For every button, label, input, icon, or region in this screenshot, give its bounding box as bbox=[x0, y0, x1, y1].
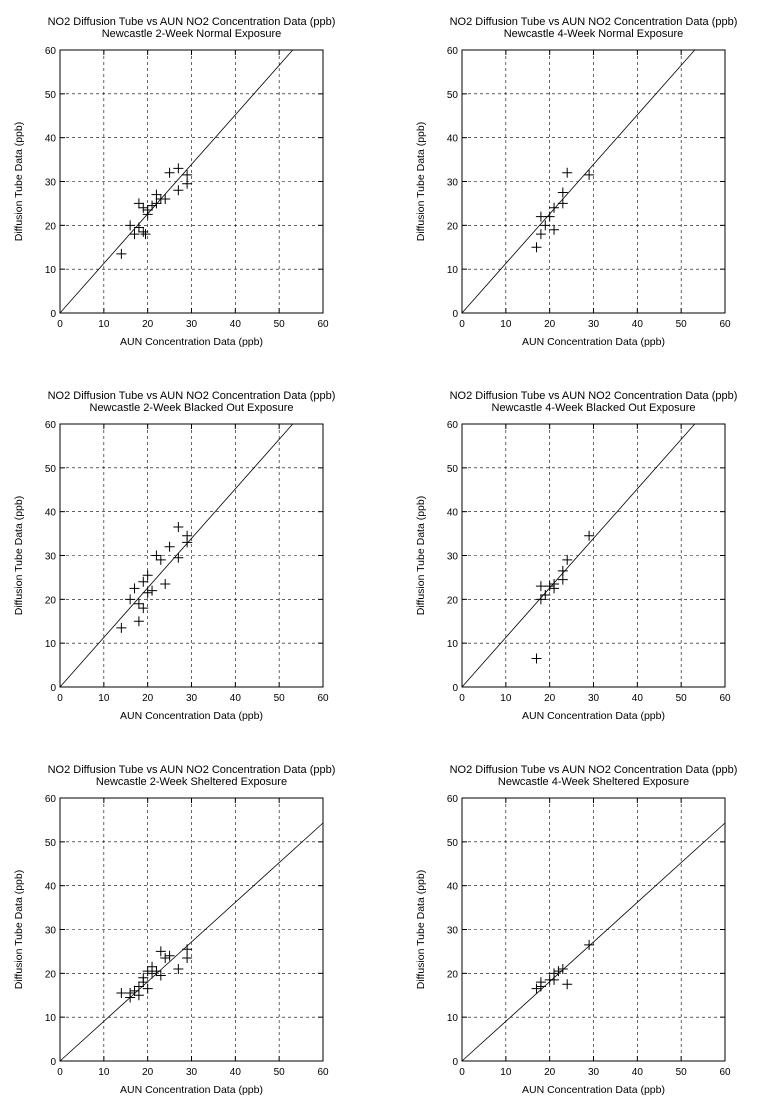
data-point bbox=[116, 988, 126, 998]
chart-panel-2 bbox=[415, 16, 737, 348]
data-point bbox=[134, 981, 144, 991]
y-tick-label: 40 bbox=[446, 133, 458, 145]
y-tick-label: 10 bbox=[44, 265, 56, 277]
data-point bbox=[125, 220, 135, 230]
data-point bbox=[532, 242, 542, 252]
data-point bbox=[156, 971, 166, 981]
y-tick-label: 10 bbox=[446, 265, 458, 277]
data-point bbox=[134, 599, 144, 609]
y-tick-label: 30 bbox=[446, 925, 458, 937]
data-point bbox=[143, 966, 153, 976]
data-point bbox=[151, 190, 161, 200]
data-point bbox=[116, 623, 126, 633]
x-tick-label: 50 bbox=[675, 319, 687, 330]
y-tick-label: 10 bbox=[44, 1013, 56, 1025]
x-tick-label: 40 bbox=[631, 693, 643, 704]
x-tick-label: 30 bbox=[587, 1067, 600, 1078]
data-point bbox=[138, 203, 148, 213]
y-tick-label: 50 bbox=[446, 89, 458, 101]
y-axis-label: Diffusion Tube Data (ppb) bbox=[13, 869, 25, 990]
x-tick-label: 60 bbox=[719, 693, 731, 704]
y-tick-label: 0 bbox=[452, 683, 458, 694]
data-point bbox=[134, 198, 144, 208]
x-tick-label: 40 bbox=[229, 693, 241, 704]
y-axis-label: Diffusion Tube Data (ppb) bbox=[415, 121, 427, 242]
x-tick-label: 40 bbox=[229, 1067, 241, 1078]
data-point bbox=[584, 940, 594, 950]
data-point bbox=[562, 979, 572, 989]
x-tick-label: 50 bbox=[675, 693, 687, 704]
x-axis-label: AUN Concentration Data (ppb) bbox=[522, 710, 665, 722]
y-tick-label: 50 bbox=[44, 463, 56, 475]
data-point bbox=[151, 551, 161, 561]
data-point bbox=[536, 229, 546, 239]
y-tick-label: 50 bbox=[44, 89, 56, 101]
data-point bbox=[134, 223, 144, 233]
y-tick-label: 60 bbox=[44, 420, 56, 431]
x-tick-label: 20 bbox=[544, 693, 556, 704]
data-point bbox=[151, 966, 161, 976]
x-tick-label: 10 bbox=[500, 1067, 512, 1078]
x-tick-label: 0 bbox=[459, 1067, 465, 1078]
data-point bbox=[553, 966, 563, 976]
x-tick-label: 10 bbox=[98, 693, 110, 704]
data-point bbox=[160, 194, 170, 204]
y-tick-label: 50 bbox=[446, 837, 458, 849]
y-tick-label: 10 bbox=[44, 639, 56, 651]
chart-title: NO2 Diffusion Tube vs AUN NO2 Concentration Data (ppb) bbox=[449, 16, 738, 28]
x-tick-label: 60 bbox=[719, 1067, 731, 1078]
x-tick-label: 20 bbox=[142, 319, 154, 330]
data-point bbox=[558, 187, 568, 197]
chart-title: NO2 Diffusion Tube vs AUN NO2 Concentration Data (ppb) bbox=[47, 390, 336, 402]
chart-title: NO2 Diffusion Tube vs AUN NO2 Concentration Data (ppb) bbox=[449, 390, 738, 402]
data-point bbox=[540, 220, 550, 230]
x-axis-label: AUN Concentration Data (ppb) bbox=[120, 710, 263, 722]
x-tick-label: 0 bbox=[57, 693, 63, 704]
y-tick-label: 30 bbox=[446, 177, 458, 189]
data-point bbox=[147, 962, 157, 972]
x-tick-label: 30 bbox=[587, 319, 600, 330]
x-tick-label: 30 bbox=[185, 1067, 198, 1078]
y-tick-label: 0 bbox=[452, 1057, 458, 1068]
y-tick-label: 10 bbox=[446, 639, 458, 651]
y-tick-label: 60 bbox=[44, 794, 56, 805]
x-tick-label: 20 bbox=[142, 1067, 154, 1078]
y-tick-label: 0 bbox=[50, 683, 56, 694]
y-axis-label: Diffusion Tube Data (ppb) bbox=[13, 495, 25, 616]
y-axis-label: Diffusion Tube Data (ppb) bbox=[415, 495, 427, 616]
data-point bbox=[549, 225, 559, 235]
data-point bbox=[532, 984, 542, 994]
y-tick-label: 60 bbox=[44, 46, 56, 57]
data-point bbox=[143, 588, 153, 598]
x-axis-label: AUN Concentration Data (ppb) bbox=[522, 1084, 665, 1096]
data-point bbox=[130, 986, 140, 996]
data-point bbox=[125, 594, 135, 604]
x-tick-label: 30 bbox=[185, 319, 198, 330]
y-tick-label: 40 bbox=[44, 881, 56, 893]
y-tick-label: 60 bbox=[446, 794, 458, 805]
reference-line bbox=[462, 424, 695, 687]
x-axis-label: AUN Concentration Data (ppb) bbox=[120, 336, 263, 348]
y-tick-label: 20 bbox=[44, 595, 56, 607]
data-point bbox=[160, 953, 170, 963]
x-tick-label: 50 bbox=[273, 319, 285, 330]
data-point bbox=[143, 205, 153, 215]
reference-line bbox=[462, 50, 695, 313]
data-point bbox=[558, 566, 568, 576]
x-tick-label: 10 bbox=[500, 693, 512, 704]
data-point bbox=[138, 603, 148, 613]
data-point bbox=[138, 973, 148, 983]
x-tick-label: 40 bbox=[631, 1067, 643, 1078]
y-tick-label: 30 bbox=[44, 925, 56, 937]
data-point bbox=[182, 944, 192, 954]
x-tick-label: 0 bbox=[57, 1067, 63, 1078]
chart-title: NO2 Diffusion Tube vs AUN NO2 Concentration Data (ppb) bbox=[449, 764, 738, 776]
data-point bbox=[138, 227, 148, 237]
data-point bbox=[165, 951, 175, 961]
data-point bbox=[160, 579, 170, 589]
data-point bbox=[143, 570, 153, 580]
y-tick-label: 0 bbox=[50, 1057, 56, 1068]
data-point bbox=[130, 229, 140, 239]
y-tick-label: 40 bbox=[446, 507, 458, 519]
x-axis-label: AUN Concentration Data (ppb) bbox=[120, 1084, 263, 1096]
x-tick-label: 60 bbox=[317, 1067, 329, 1078]
data-point bbox=[156, 555, 166, 565]
x-tick-label: 30 bbox=[587, 693, 600, 704]
data-point bbox=[134, 616, 144, 626]
x-tick-label: 0 bbox=[459, 693, 465, 704]
y-tick-label: 30 bbox=[446, 551, 458, 563]
data-point bbox=[536, 977, 546, 987]
reference-line bbox=[60, 50, 293, 313]
data-point bbox=[182, 179, 192, 189]
x-tick-label: 60 bbox=[317, 319, 329, 330]
data-point bbox=[536, 594, 546, 604]
data-point bbox=[536, 581, 546, 591]
x-tick-label: 10 bbox=[500, 319, 512, 330]
y-tick-label: 30 bbox=[44, 551, 56, 563]
data-point bbox=[173, 553, 183, 563]
chart-subtitle: Newcastle 4-Week Normal Exposure bbox=[503, 28, 684, 40]
x-tick-label: 10 bbox=[98, 319, 110, 330]
data-point bbox=[562, 555, 572, 565]
chart-panel-4 bbox=[415, 390, 737, 722]
y-tick-label: 50 bbox=[44, 837, 56, 849]
x-tick-label: 40 bbox=[229, 319, 241, 330]
data-point bbox=[147, 201, 157, 211]
y-tick-label: 30 bbox=[44, 177, 56, 189]
x-tick-label: 50 bbox=[273, 1067, 285, 1078]
data-point bbox=[584, 170, 594, 180]
chart-title: NO2 Diffusion Tube vs AUN NO2 Concentration Data (ppb) bbox=[47, 764, 336, 776]
chart-panel-5 bbox=[13, 764, 335, 1096]
data-point bbox=[562, 168, 572, 178]
y-tick-label: 20 bbox=[44, 969, 56, 981]
data-point bbox=[116, 249, 126, 259]
x-tick-label: 40 bbox=[631, 319, 643, 330]
y-tick-label: 20 bbox=[44, 221, 56, 233]
x-tick-label: 20 bbox=[544, 1067, 556, 1078]
data-point bbox=[558, 198, 568, 208]
data-point bbox=[532, 654, 542, 664]
data-point bbox=[545, 581, 555, 591]
y-tick-label: 40 bbox=[44, 133, 56, 145]
x-tick-label: 30 bbox=[185, 693, 198, 704]
data-point bbox=[540, 590, 550, 600]
chart-subtitle: Newcastle 2-Week Blacked Out Exposure bbox=[89, 402, 294, 414]
data-point bbox=[545, 212, 555, 222]
x-tick-label: 20 bbox=[544, 319, 556, 330]
y-tick-label: 50 bbox=[446, 463, 458, 475]
chart-subtitle: Newcastle 2-Week Normal Exposure bbox=[101, 28, 282, 40]
x-tick-label: 0 bbox=[57, 319, 63, 330]
x-tick-label: 60 bbox=[719, 319, 731, 330]
data-point bbox=[558, 575, 568, 585]
chart-subtitle: Newcastle 2-Week Sheltered Exposure bbox=[95, 776, 288, 788]
data-point bbox=[165, 542, 175, 552]
chart-panel-3 bbox=[13, 390, 335, 722]
chart-subtitle: Newcastle 4-Week Sheltered Exposure bbox=[497, 776, 690, 788]
y-tick-label: 60 bbox=[446, 420, 458, 431]
y-tick-label: 20 bbox=[446, 969, 458, 981]
data-point bbox=[165, 168, 175, 178]
data-point bbox=[549, 203, 559, 213]
chart-title: NO2 Diffusion Tube vs AUN NO2 Concentration Data (ppb) bbox=[47, 16, 336, 28]
y-tick-label: 40 bbox=[44, 507, 56, 519]
x-tick-label: 50 bbox=[675, 1067, 687, 1078]
y-tick-label: 60 bbox=[446, 46, 458, 57]
chart-panel-1 bbox=[13, 16, 335, 348]
chart-panel-6 bbox=[415, 764, 737, 1096]
data-point bbox=[173, 522, 183, 532]
x-tick-label: 50 bbox=[273, 693, 285, 704]
data-point bbox=[549, 968, 559, 978]
reference-line bbox=[60, 424, 293, 687]
x-tick-label: 60 bbox=[317, 693, 329, 704]
y-axis-label: Diffusion Tube Data (ppb) bbox=[415, 869, 427, 990]
x-tick-label: 10 bbox=[98, 1067, 110, 1078]
x-tick-label: 20 bbox=[142, 693, 154, 704]
y-tick-label: 40 bbox=[446, 881, 458, 893]
data-point bbox=[134, 990, 144, 1000]
y-tick-label: 0 bbox=[50, 309, 56, 320]
y-tick-label: 20 bbox=[446, 595, 458, 607]
y-axis-label: Diffusion Tube Data (ppb) bbox=[13, 121, 25, 242]
data-point bbox=[182, 953, 192, 963]
data-point bbox=[130, 583, 140, 593]
x-tick-label: 0 bbox=[459, 319, 465, 330]
y-tick-label: 20 bbox=[446, 221, 458, 233]
chart-subtitle: Newcastle 4-Week Blacked Out Exposure bbox=[491, 402, 696, 414]
y-tick-label: 10 bbox=[446, 1013, 458, 1025]
data-point bbox=[156, 946, 166, 956]
data-point bbox=[173, 185, 183, 195]
data-point bbox=[140, 229, 150, 239]
data-point bbox=[182, 170, 192, 180]
data-point bbox=[138, 577, 148, 587]
x-axis-label: AUN Concentration Data (ppb) bbox=[522, 336, 665, 348]
data-point bbox=[173, 163, 183, 173]
y-tick-label: 0 bbox=[452, 309, 458, 320]
data-point bbox=[173, 964, 183, 974]
